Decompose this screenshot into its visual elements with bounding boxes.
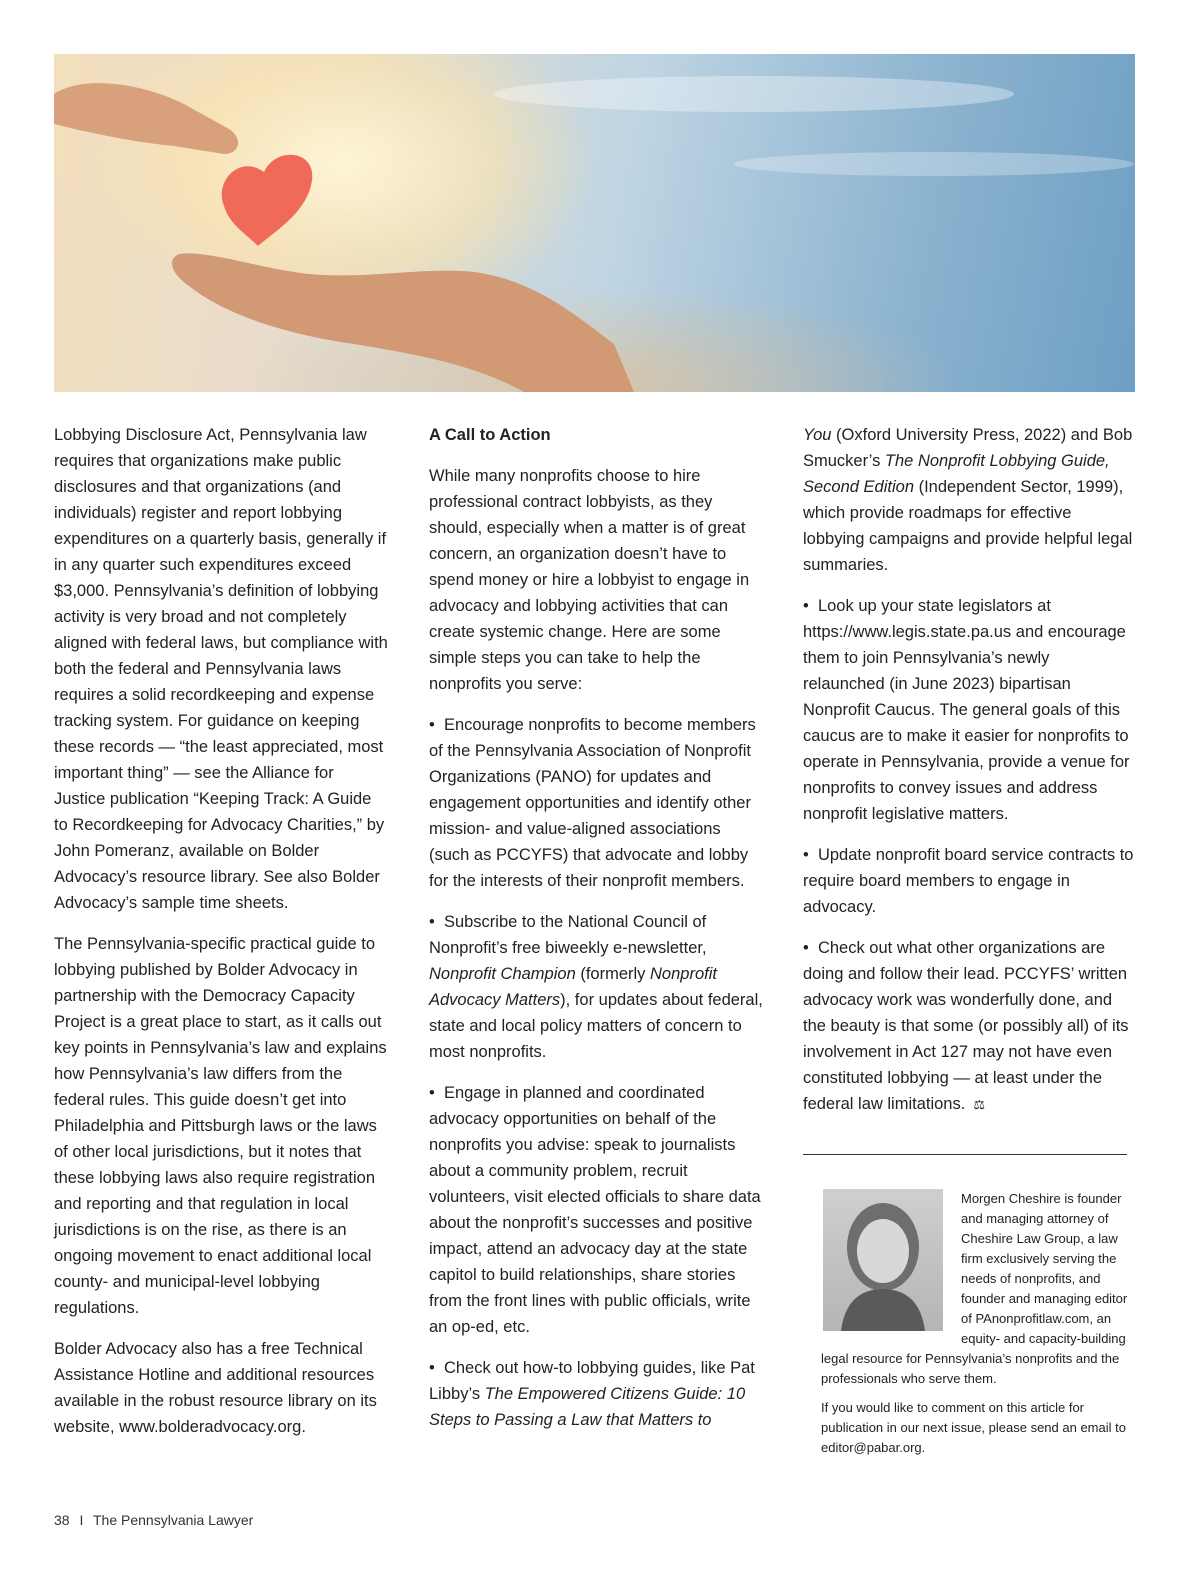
paragraph: Lobbying Disclosure Act, Pennsylvania law requires that organizations make public disclosures and that organizations (and individuals) register and report lobbying expenditures on a quarterly basis, generally if in any quarter such expenditures exceed $3,000. Pennsylvania’s definition of lobbying activity is very broad and not completely aligned with federal laws, but compliance with both the federal and Pennsylvania laws requires a solid recordkeeping and expense tracking system. For guidance on keeping these records — “the least appreciated, most important thing” — see the Alliance for Justice publication “Keeping Track: A Guide to Recordkeeping for Advocacy Charities,” by John Pomeranz, available on Bolder Advocacy’s resource library. See also Bolder Advocacy’s sample time sheets. bbox=[54, 426, 388, 912]
author-bio bbox=[803, 1189, 1135, 1458]
column-2 bbox=[429, 422, 764, 1448]
author-bio-text: Morgen Cheshire is founder and managing attorney of Cheshire Law Group, a law firm exclusively serving the needs of nonprofits, and founder and managing editor of PAnonprofitlaw.com, an equity- and capacity-building legal resource for Pennsylvania’s nonprofits and the professionals who serve them. bbox=[821, 1191, 1128, 1386]
column-3 bbox=[803, 422, 1135, 1467]
bullet-item: • Look up your state legislators at https://www.legis.state.pa.us and encourage them to join Pennsylvania’s newly relaunched (in June 2023) bipartisan Nonprofit Caucus. The general goals of this caucus are to make it easier for nonprofits to operate in Pennsylvania, provide a venue for nonprofits to convey issues and address nonprofit legislative matters. bbox=[803, 593, 1135, 827]
page-footer bbox=[54, 1512, 253, 1528]
publication-name: The Pennsylvania Lawyer bbox=[93, 1512, 254, 1528]
bottom-hand bbox=[172, 253, 634, 392]
bullet-item: • Check out how-to lobbying guides, like Pat Libby’s The Empowered Citizens Guide: 10 Steps to Passing a Law that Matters to bbox=[429, 1355, 764, 1433]
bullet-item: • Engage in planned and coordinated advocacy opportunities on behalf of the nonprofits you advise: speak to journalists about a community problem, recruit volunteers, visit elected officials to share data about the nonprofit’s successes and positive impact, attend an advocacy day at the state capitol to build relationships, share stories from the front lines with public officials, write an op-ed, etc. bbox=[429, 1080, 764, 1340]
section-heading: A Call to Action bbox=[429, 426, 551, 444]
paragraph: The Pennsylvania-specific practical guide to lobbying published by Bolder Advocacy in partnership with the Democracy Capacity Project is a great place to start, as it calls out key points in Pennsylvania’s law and explains how Pennsylvania’s law differs from the federal rules. This guide doesn’t get into Philadelphia and Pittsburgh laws or the laws of other local jurisdictions, but it notes that these lobbying laws also require registration and reporting and that regulation in local jurisdictions is on the rise, as there is an ongoing movement to enact additional local county- and municipal-level lobbying regulations. bbox=[54, 935, 387, 1317]
author-photo bbox=[823, 1189, 943, 1331]
bullet-item: • Encourage nonprofits to become members of the Pennsylvania Association of Nonprofit Organizations (PANO) for updates and engagement opportunities and identify other mission- and value-aligned associations (such as PCCYFS) that advocate and lobby for the interests of their nonprofit members. bbox=[429, 712, 764, 894]
page-number: 38 bbox=[54, 1512, 70, 1528]
hero-photo bbox=[54, 54, 1135, 392]
heart-icon bbox=[222, 155, 313, 246]
bullet-item: • Subscribe to the National Council of Nonprofit’s free biweekly e-newsletter, Nonprofit Champion (formerly Nonprofit Advocacy Matters), for updates about federal, state and local policy matters of concern to most nonprofits. bbox=[429, 909, 764, 1065]
scales-icon: ⚖ bbox=[973, 1097, 985, 1112]
top-hand bbox=[54, 83, 238, 154]
divider bbox=[803, 1154, 1127, 1155]
comment-note: If you would like to comment on this article for publication in our next issue, please send an email to editor@pabar.org. bbox=[821, 1400, 1126, 1455]
paragraph: You (Oxford University Press, 2022) and Bob Smucker’s The Nonprofit Lobbying Guide, Second Edition (Independent Sector, 1999), which provide roadmaps for effective lobbying campaigns and provide helpful legal summaries. bbox=[803, 426, 1133, 574]
hands-heart-illustration bbox=[54, 54, 1135, 392]
paragraph: While many nonprofits choose to hire professional contract lobbyists, as they should, especially when a matter is of great concern, an organization doesn’t have to spend money or hire a lobbyist to engage in advocacy and lobbying activities that can create systemic change. Here are some simple steps you can take to help the nonprofits you serve: bbox=[429, 467, 750, 693]
paragraph: Bolder Advocacy also has a free Technical Assistance Hotline and additional resources available in the robust resource library on its website, www.bolderadvocacy.org. bbox=[54, 1340, 377, 1436]
bullet-item: • Update nonprofit board service contracts to require board members to engage in advocacy. bbox=[803, 842, 1135, 920]
column-1 bbox=[54, 422, 389, 1455]
footer-separator: I bbox=[79, 1512, 84, 1528]
bullet-item: • Check out what other organizations are doing and follow their lead. PCCYFS’ written advocacy work was wonderfully done, and the beauty is that some (or possibly all) of its involvement in Act 127 may not have even constituted lobbying — at least under the federal law limitations. ⚖ bbox=[803, 935, 1135, 1118]
